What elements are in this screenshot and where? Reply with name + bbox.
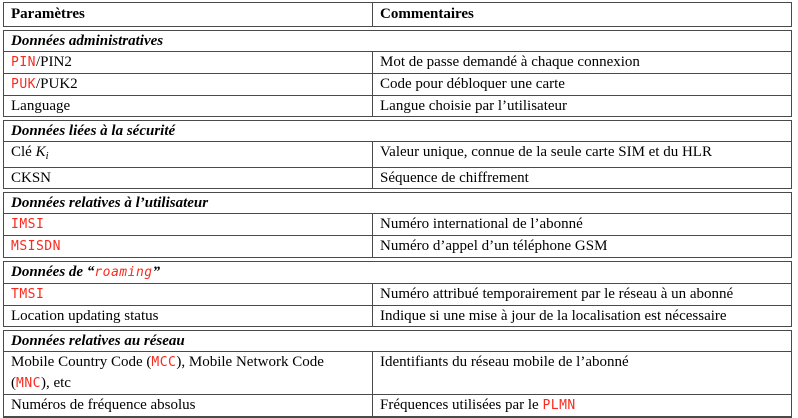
text-segment: Language	[11, 98, 71, 114]
comment-cell	[372, 395, 791, 416]
table-row	[4, 141, 791, 167]
comment-cell	[372, 352, 791, 394]
param-cell	[4, 168, 372, 188]
table-sections	[3, 30, 792, 418]
table-header-row	[4, 3, 791, 26]
param-cell	[4, 306, 372, 326]
code-text: IMSI	[11, 217, 45, 232]
section-title	[4, 31, 791, 51]
param-cell	[4, 395, 372, 416]
section-block	[3, 330, 792, 418]
code-text: MNC	[16, 376, 41, 391]
header-parametres: Paramètres	[11, 6, 85, 22]
section-title	[4, 262, 791, 283]
text-segment: /PIN2	[35, 54, 72, 70]
param-cell	[4, 52, 372, 73]
section-block	[3, 120, 792, 189]
text-segment: /PUK2	[35, 76, 78, 92]
text-segment: Numéro attribué temporairement par le réseau à un abonné	[380, 286, 734, 302]
table-header-block	[3, 2, 792, 27]
text-segment: Numéro international de l’abonné	[380, 216, 583, 232]
text-segment: ), etc	[40, 375, 71, 391]
section-block	[3, 261, 792, 327]
param-cell	[4, 284, 372, 305]
param-cell	[4, 352, 372, 394]
code-text: roaming	[94, 265, 153, 280]
param-cell	[4, 74, 372, 95]
table-row	[4, 283, 791, 305]
param-cell	[4, 214, 372, 235]
table-row	[4, 305, 791, 326]
table-row	[4, 51, 791, 73]
param-cell	[4, 236, 372, 257]
text-segment: CKSN	[11, 170, 52, 186]
text-segment: Valeur unique, connue de la seule carte SIM et du HLR	[380, 144, 712, 160]
section-title	[4, 121, 791, 141]
comment-cell	[372, 96, 791, 116]
text-segment: Mobile Country Code (	[11, 354, 152, 370]
text-segment: Mot de passe demandé à chaque connexion	[380, 54, 640, 70]
code-text: PIN	[11, 55, 36, 70]
text-segment: Données relatives au réseau	[11, 333, 185, 349]
code-text: PUK	[11, 77, 36, 92]
text-segment: ”	[152, 264, 161, 280]
param-cell	[4, 142, 372, 167]
text-segment: Données liées à la sécurité	[11, 123, 176, 139]
text-segment: Données relatives à l’utilisateur	[11, 195, 209, 211]
section-title	[4, 331, 791, 351]
comment-cell	[372, 284, 791, 305]
text-segment: Données de “	[11, 264, 95, 280]
section-title	[4, 193, 791, 213]
table-row	[4, 394, 791, 416]
text-segment: Identifiants du réseau mobile de l’abonné	[380, 354, 629, 370]
comment-cell	[372, 236, 791, 257]
text-segment: K	[35, 144, 46, 160]
section-block	[3, 192, 792, 258]
table-row	[4, 235, 791, 257]
text-segment: Clé	[11, 144, 36, 160]
code-text: PLMN	[542, 398, 576, 413]
code-text: MSISDN	[11, 239, 61, 254]
text-segment: Langue choisie par l’utilisateur	[380, 98, 568, 114]
text-segment: Séquence de chiffrement	[380, 170, 529, 186]
text-segment: Fréquences utilisées par le	[380, 397, 543, 413]
param-cell	[4, 96, 372, 116]
text-segment: Code pour débloquer une carte	[380, 76, 565, 92]
comment-cell	[372, 306, 791, 326]
text-segment: Numéros de fréquence absolus	[11, 397, 196, 413]
comment-cell	[372, 214, 791, 235]
text-segment: ), Mobile Network Code (	[11, 354, 324, 391]
table-row	[4, 351, 791, 394]
comment-cell	[372, 168, 791, 188]
comment-cell	[372, 142, 791, 167]
text-segment: i	[45, 151, 49, 162]
table-row	[4, 73, 791, 95]
text-segment: Données administratives	[11, 33, 164, 49]
header-commentaires: Commentaires	[372, 3, 791, 26]
text-segment: Indique si une mise à jour de la localisation est nécessaire	[380, 308, 727, 324]
text-segment: Location updating status	[11, 308, 159, 324]
table-row	[4, 95, 791, 116]
table-row	[4, 167, 791, 188]
table-row	[4, 213, 791, 235]
text-segment: Numéro d’appel d’un téléphone GSM	[380, 238, 608, 254]
comment-cell	[372, 74, 791, 95]
code-text: TMSI	[11, 287, 45, 302]
parameters-table	[3, 2, 792, 418]
code-text: MCC	[151, 355, 177, 370]
section-block	[3, 30, 792, 117]
comment-cell	[372, 52, 791, 73]
